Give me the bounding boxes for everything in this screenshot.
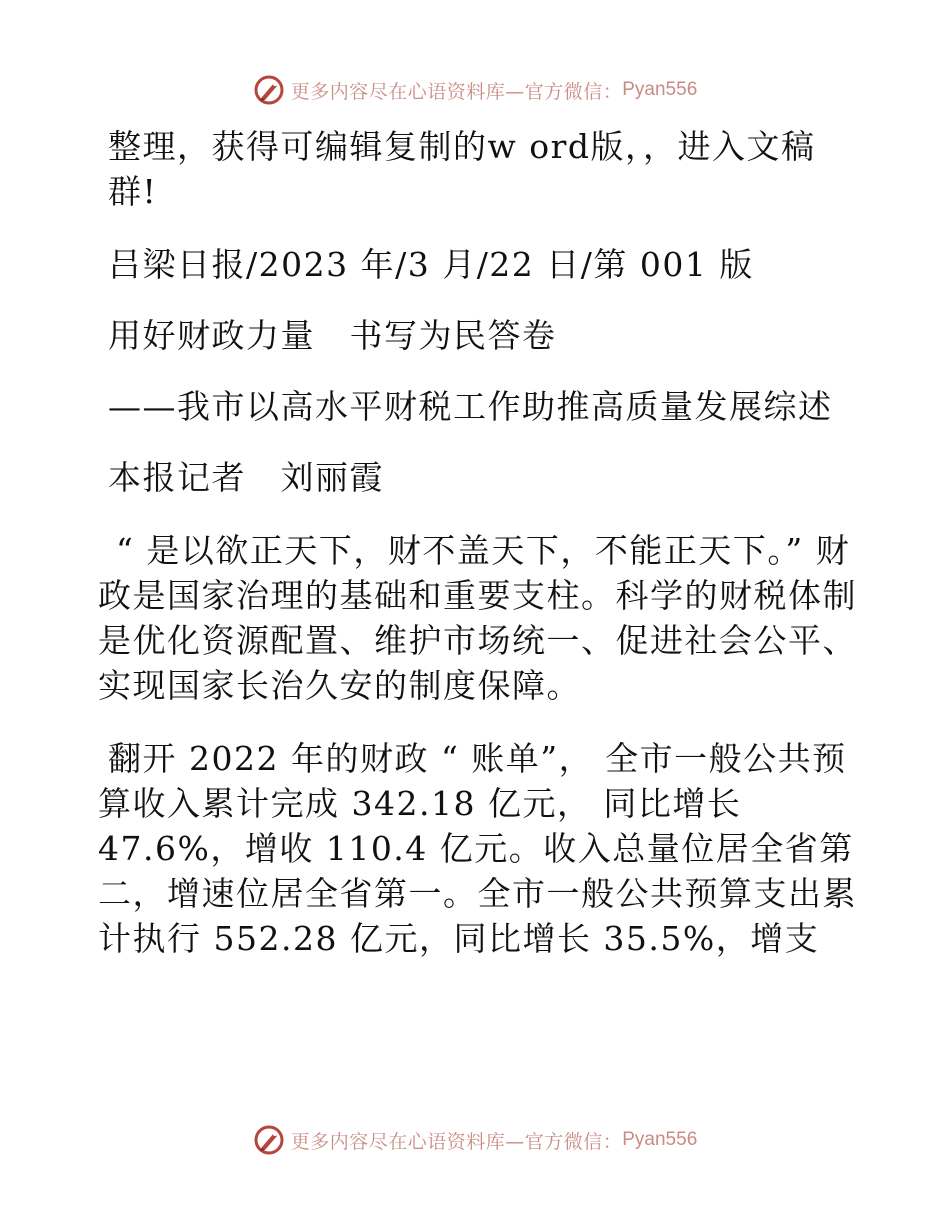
article-author: 本报记者 刘丽霞	[108, 458, 384, 497]
intro-paragraph: 整理，获得可编辑复制的w ord版，，进入文稿群!	[108, 127, 816, 211]
banner-text: 更多内容尽在心语资料库—官方微信：	[290, 80, 623, 103]
pen-logo-icon	[253, 74, 285, 106]
body-paragraph: 翻开 2022 年的财政 “ 账单”， 全市一般公共预算收入累计完成 342.18 亿元， 同比增长 47.6%，增收 110.4 亿元。收入总量位居全省第二，增速位居全省第一。全市一般公共预算支出累计执行 552.28 亿元，同比增长 35.5%，增支	[98, 739, 857, 958]
body-paragraph: “ 是以欲正天下，财不盖天下，不能正天下。” 财政是国家治理的基础和重要支柱。科学的财税体制是优化资源配置、维护市场统一、促进社会公平、实现国家长治久安的制度保障。	[98, 531, 857, 705]
article-headline: 用好财政力量 书写为民答卷	[108, 316, 557, 355]
article-subheadline: ——我市以高水平财税工作助推高质量发展综述	[108, 387, 833, 426]
banner-wechat-id: Pyan556	[622, 1129, 698, 1150]
source-line: 吕梁日报/2023 年/3 月/22 日/第 001 版	[108, 245, 754, 284]
banner-wechat-id: Pyan556	[622, 79, 698, 100]
banner-text: 更多内容尽在心语资料库—官方微信：	[290, 1130, 623, 1153]
pen-logo-icon	[253, 1124, 285, 1156]
header-banner	[0, 70, 950, 110]
document-body	[98, 124, 858, 989]
footer-banner	[0, 1120, 950, 1160]
